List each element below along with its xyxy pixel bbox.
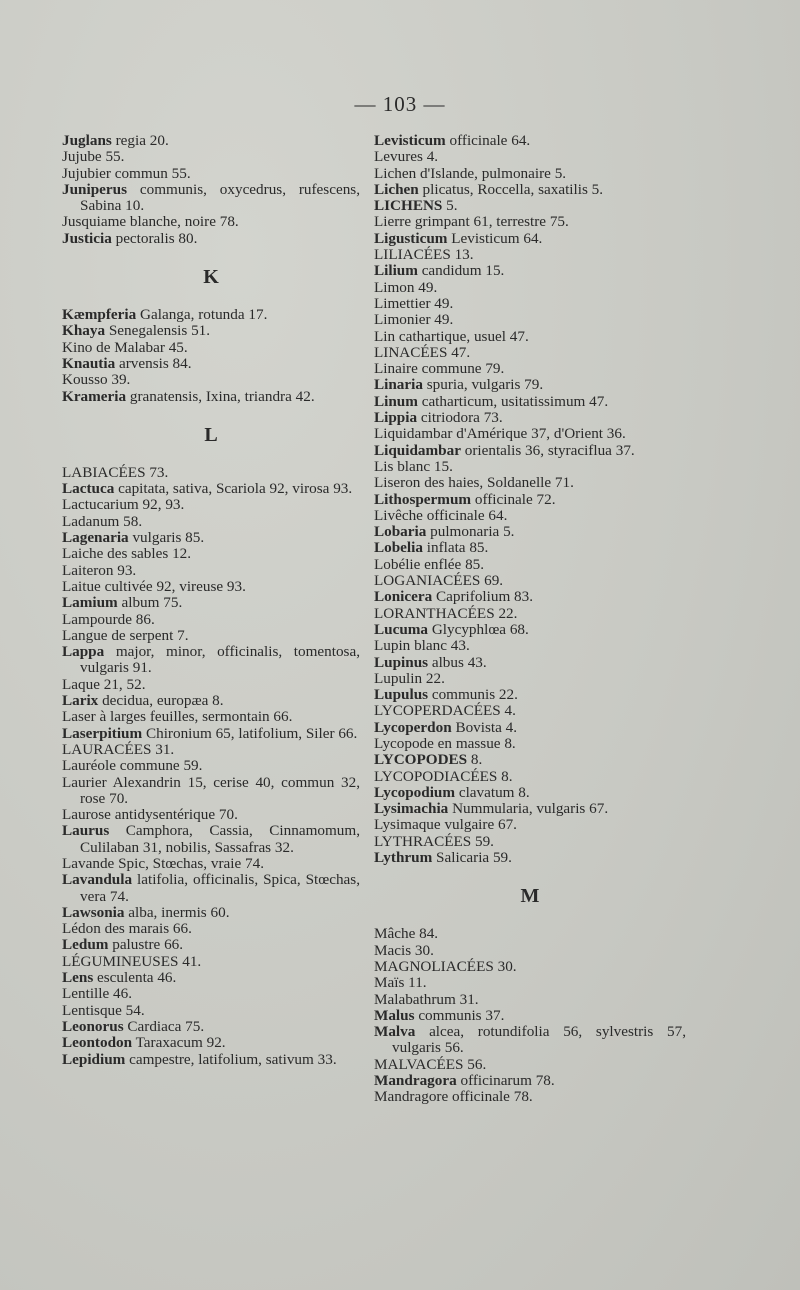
index-entry bbox=[374, 410, 686, 426]
index-entry bbox=[374, 606, 686, 622]
entry-term: Lupulus bbox=[374, 686, 429, 704]
entry-text: Lupin blanc 43. bbox=[374, 637, 470, 655]
entry-text: LINACÉES 47. bbox=[374, 343, 471, 361]
entry-term: Lycopodium bbox=[374, 783, 456, 801]
entry-text: Limon 49. bbox=[374, 278, 438, 296]
entry-term: Larix bbox=[62, 692, 99, 710]
entry-term: Ligusticum bbox=[374, 229, 448, 247]
index-entry bbox=[62, 856, 360, 872]
entry-term: Lobelia bbox=[374, 539, 423, 557]
index-entry bbox=[62, 775, 360, 808]
index-entry bbox=[374, 817, 686, 833]
entry-text: Maïs 11. bbox=[374, 974, 427, 992]
entry-term: Lobaria bbox=[374, 523, 427, 541]
entry-text: Lichen d'Islande, pulmonaire 5. bbox=[374, 164, 567, 182]
entry-term: Liquidambar bbox=[374, 441, 461, 459]
index-entry bbox=[374, 166, 686, 182]
index-entry bbox=[62, 1052, 360, 1068]
index-entry bbox=[374, 992, 686, 1008]
index-entry bbox=[62, 709, 360, 725]
index-entry bbox=[374, 426, 686, 442]
entry-text: officinale 72. bbox=[471, 490, 556, 508]
entry-term: Lycoperdon bbox=[374, 718, 452, 736]
index-entry bbox=[374, 687, 686, 703]
index-entry bbox=[62, 677, 360, 693]
index-entry bbox=[374, 850, 686, 866]
index-entry bbox=[374, 671, 686, 687]
index-entry bbox=[62, 595, 360, 611]
entry-text: Lycopode en massue 8. bbox=[374, 734, 516, 752]
index-entry bbox=[374, 459, 686, 475]
index-entry bbox=[62, 546, 360, 562]
entry-text: alcea, rotundifolia 56, sylvestris 57, vulgaris 56. bbox=[392, 1023, 686, 1057]
entry-text: Laurier Alexandrin 15, cerise 40, commun 32, rose 70. bbox=[62, 773, 360, 807]
entry-text: LYCOPODIACÉES 8. bbox=[374, 767, 513, 785]
index-entry bbox=[374, 622, 686, 638]
index-entry bbox=[62, 563, 360, 579]
entry-text: latifolia, officinalis, Spica, Stœchas, vera 74. bbox=[80, 871, 360, 905]
entry-text: Livêche officinale 64. bbox=[374, 506, 508, 524]
index-entry bbox=[62, 530, 360, 546]
entry-text: Lentille 46. bbox=[62, 985, 133, 1003]
entry-text: LAURACÉES 31. bbox=[62, 740, 175, 758]
index-entry bbox=[374, 720, 686, 736]
index-entry bbox=[374, 638, 686, 654]
index-entry bbox=[374, 926, 686, 942]
index-entry bbox=[374, 312, 686, 328]
entry-text: LYTHRACÉES 59. bbox=[374, 832, 494, 850]
entry-term: Lythrum bbox=[374, 849, 433, 867]
index-entry bbox=[374, 959, 686, 975]
entry-term: Lichen bbox=[374, 180, 419, 198]
index-entry bbox=[62, 307, 360, 323]
entry-text: Jujube 55. bbox=[62, 148, 125, 166]
index-entry bbox=[62, 579, 360, 595]
entry-term: Laurus bbox=[62, 822, 110, 840]
entry-text: Ladanum 58. bbox=[62, 512, 143, 530]
entry-text: pulmonaria 5. bbox=[426, 523, 515, 541]
entry-term: Malus bbox=[374, 1006, 415, 1024]
entry-term: Krameria bbox=[62, 387, 127, 405]
index-entry bbox=[62, 742, 360, 758]
entry-text: album 75. bbox=[117, 594, 183, 612]
entry-term: Lagenaria bbox=[62, 529, 129, 547]
index-entry bbox=[374, 769, 686, 785]
entry-term: Mandragora bbox=[374, 1072, 457, 1090]
entry-text: Limonier 49. bbox=[374, 311, 454, 329]
index-entry bbox=[62, 872, 360, 905]
entry-term: Lepidium bbox=[62, 1050, 126, 1068]
entry-term: Levisticum bbox=[374, 132, 446, 149]
entry-term: Lens bbox=[62, 969, 94, 987]
entry-term: Juniperus bbox=[62, 180, 127, 198]
entry-text: decidua, europæa 8. bbox=[98, 692, 224, 710]
index-entry bbox=[374, 443, 686, 459]
index-entry bbox=[374, 540, 686, 556]
index-entry bbox=[374, 752, 686, 768]
entry-text: Laitue cultivée 92, vireuse 93. bbox=[62, 577, 246, 595]
entry-term: LYCOPODES bbox=[374, 751, 468, 769]
index-entry bbox=[374, 133, 686, 149]
entry-term: Lucuma bbox=[374, 620, 429, 638]
index-entry bbox=[374, 1008, 686, 1024]
index-entry bbox=[374, 1089, 686, 1105]
entry-text: Lierre grimpant 61, terrestre 75. bbox=[374, 213, 569, 231]
entry-text: Chironium 65, latifolium, Siler 66. bbox=[142, 724, 358, 742]
index-entry bbox=[62, 726, 360, 742]
index-entry bbox=[374, 1024, 686, 1057]
entry-term: Leonorus bbox=[62, 1017, 124, 1035]
entry-text: Levisticum 64. bbox=[447, 229, 543, 247]
entry-term: LICHENS bbox=[374, 197, 443, 215]
entry-text: Glycyphlœa 68. bbox=[428, 620, 529, 638]
index-entry bbox=[62, 182, 360, 215]
entry-text: LABIACÉES 73. bbox=[62, 463, 169, 481]
entry-term: Leontodon bbox=[62, 1034, 133, 1052]
index-entry bbox=[62, 612, 360, 628]
index-entry bbox=[374, 182, 686, 198]
entry-term: Ledum bbox=[62, 936, 109, 954]
entry-text: Nummularia, vulgaris 67. bbox=[448, 800, 609, 818]
entry-text: communis 22. bbox=[428, 686, 518, 704]
entry-text: esculenta 46. bbox=[93, 969, 177, 987]
index-entry bbox=[62, 1019, 360, 1035]
index-entry bbox=[374, 247, 686, 263]
entry-text: Senegalensis 51. bbox=[105, 322, 211, 340]
index-entry bbox=[62, 214, 360, 230]
entry-text: vulgaris 85. bbox=[128, 529, 205, 547]
entry-text: Laiteron 93. bbox=[62, 561, 137, 579]
entry-text: granatensis, Ixina, triandra 42. bbox=[126, 387, 315, 405]
entry-term: Khaya bbox=[62, 322, 106, 340]
entry-text: Kino de Malabar 45. bbox=[62, 338, 188, 356]
entry-text: LYCOPERDACÉES 4. bbox=[374, 702, 516, 720]
entry-text: Lédon des marais 66. bbox=[62, 920, 192, 938]
index-entry bbox=[62, 133, 360, 149]
entry-text: inflata 85. bbox=[422, 539, 489, 557]
index-entry bbox=[62, 921, 360, 937]
entry-text: Macis 30. bbox=[374, 941, 434, 959]
entry-text: Lactucarium 92, 93. bbox=[62, 496, 185, 514]
entry-text: catharticum, usitatissimum 47. bbox=[417, 392, 609, 410]
entry-text: palustre 66. bbox=[108, 936, 184, 954]
entry-text: pectoralis 80. bbox=[111, 229, 198, 247]
entry-text: Jusquiame blanche, noire 78. bbox=[62, 213, 239, 231]
entry-text: Lin cathartique, usuel 47. bbox=[374, 327, 529, 345]
entry-term: Lupinus bbox=[374, 653, 429, 671]
entry-text: Taraxacum 92. bbox=[132, 1034, 226, 1052]
index-entry bbox=[62, 389, 360, 405]
index-entry bbox=[374, 231, 686, 247]
entry-term: Linum bbox=[374, 392, 418, 410]
entry-text: officinarum 78. bbox=[456, 1072, 555, 1090]
index-entry bbox=[62, 481, 360, 497]
entry-term: Lavandula bbox=[62, 871, 133, 889]
index-entry bbox=[62, 905, 360, 921]
index-entry bbox=[374, 377, 686, 393]
index-entry bbox=[62, 954, 360, 970]
entry-text: Laser à larges feuilles, sermontain 66. bbox=[62, 708, 293, 726]
index-entry bbox=[374, 703, 686, 719]
entry-term: Lactuca bbox=[62, 480, 115, 498]
entry-term: Linaria bbox=[374, 376, 423, 394]
entry-text: Lis blanc 15. bbox=[374, 457, 453, 475]
index-entry bbox=[62, 372, 360, 388]
index-entry bbox=[374, 589, 686, 605]
index-entry bbox=[374, 1057, 686, 1073]
entry-text: citriodora 73. bbox=[417, 409, 503, 427]
right-column bbox=[374, 133, 686, 1106]
entry-text: Mâche 84. bbox=[374, 925, 439, 943]
entry-text: clavatum 8. bbox=[455, 783, 530, 801]
entry-text: regia 20. bbox=[111, 132, 169, 149]
index-entry bbox=[374, 361, 686, 377]
entry-text: 8. bbox=[467, 751, 483, 769]
index-entry bbox=[62, 937, 360, 953]
index-entry bbox=[374, 785, 686, 801]
index-entry bbox=[62, 807, 360, 823]
entry-term: Kæmpferia bbox=[62, 306, 137, 324]
entry-text: Laiche des sables 12. bbox=[62, 545, 192, 563]
entry-text: arvensis 84. bbox=[115, 354, 192, 372]
index-entry bbox=[374, 296, 686, 312]
entry-text: Linaire commune 79. bbox=[374, 360, 505, 378]
entry-text: campestre, latifolium, sativum 33. bbox=[125, 1050, 337, 1068]
index-entry bbox=[374, 736, 686, 752]
entry-term: Lamium bbox=[62, 594, 118, 612]
entry-text: LILIACÉES 13. bbox=[374, 246, 474, 264]
index-entry bbox=[374, 1073, 686, 1089]
entry-text: Liseron des haies, Soldanelle 71. bbox=[374, 474, 574, 492]
entry-text: Langue de serpent 7. bbox=[62, 626, 189, 644]
entry-text: Laurose antidysentérique 70. bbox=[62, 806, 238, 824]
index-entry bbox=[62, 1035, 360, 1051]
index-entry bbox=[62, 356, 360, 372]
index-entry bbox=[62, 758, 360, 774]
entry-text: major, minor, officinalis, tomentosa, vulgaris 91. bbox=[80, 643, 360, 677]
index-entry bbox=[62, 986, 360, 1002]
index-entry bbox=[62, 465, 360, 481]
entry-text: communis, oxycedrus, rufescens, Sabina 10. bbox=[80, 180, 360, 215]
entry-term: Malva bbox=[374, 1023, 416, 1041]
index-entry bbox=[374, 394, 686, 410]
index-entry bbox=[374, 263, 686, 279]
entry-text: LORANTHACÉES 22. bbox=[374, 604, 518, 622]
section-letter: L bbox=[204, 423, 218, 446]
entry-text: orientalis 36, styraciflua 37. bbox=[460, 441, 635, 459]
entry-text: communis 37. bbox=[414, 1006, 505, 1024]
entry-term: Lawsonia bbox=[62, 903, 125, 921]
entry-term: Lysimachia bbox=[374, 800, 449, 818]
entry-text: Lobélie enflée 85. bbox=[374, 555, 485, 573]
entry-term: Justicia bbox=[62, 229, 112, 247]
entry-text: capitata, sativa, Scariola 92, virosa 93. bbox=[114, 480, 353, 498]
entry-text: Levures 4. bbox=[374, 148, 439, 166]
entry-text: Kousso 39. bbox=[62, 371, 131, 389]
index-entry bbox=[374, 345, 686, 361]
entry-term: Lithospermum bbox=[374, 490, 472, 508]
section-letter: K bbox=[203, 266, 219, 289]
entry-text: albus 43. bbox=[428, 653, 487, 671]
entry-text: LOGANIACÉES 69. bbox=[374, 572, 504, 590]
index-entry bbox=[62, 693, 360, 709]
entry-text: Malabathrum 31. bbox=[374, 990, 479, 1008]
index-entry bbox=[62, 497, 360, 513]
index-entry bbox=[374, 214, 686, 230]
entry-text: Lentisque 54. bbox=[62, 1001, 145, 1019]
entry-text: Limettier 49. bbox=[374, 294, 454, 312]
index-entry bbox=[62, 644, 360, 677]
entry-term: Lonicera bbox=[374, 588, 433, 606]
index-entry bbox=[62, 323, 360, 339]
entry-text: Lampourde 86. bbox=[62, 610, 155, 628]
index-entry bbox=[374, 573, 686, 589]
entry-text: Galanga, rotunda 17. bbox=[136, 306, 268, 324]
entry-term: Knautia bbox=[62, 354, 116, 372]
entry-text: Salicaria 59. bbox=[432, 849, 512, 867]
index-entry bbox=[62, 823, 360, 856]
index-entry bbox=[62, 166, 360, 182]
entry-text: spuria, vulgaris 79. bbox=[422, 376, 544, 394]
entry-text: Lavande Spic, Stœchas, vraie 74. bbox=[62, 854, 265, 872]
index-entry bbox=[62, 628, 360, 644]
index-entry bbox=[62, 340, 360, 356]
entry-text: Jujubier commun 55. bbox=[62, 164, 191, 182]
entry-text: candidum 15. bbox=[417, 262, 505, 280]
index-entry bbox=[62, 970, 360, 986]
entry-text: officinale 64. bbox=[445, 132, 531, 149]
index-entry bbox=[374, 149, 686, 165]
entry-text: Bovista 4. bbox=[451, 718, 518, 736]
entry-term: Lippia bbox=[374, 409, 418, 427]
page-number: — 103 — bbox=[354, 92, 446, 116]
entry-text: MALVACÉES 56. bbox=[374, 1055, 487, 1073]
index-entry bbox=[374, 524, 686, 540]
index-entry bbox=[374, 280, 686, 296]
index-entry bbox=[62, 514, 360, 530]
entry-text: Camphora, Cassia, Cinnamomum, Culilaban 31, nobilis, Sassafras 32. bbox=[80, 822, 360, 856]
entry-text: MAGNOLIACÉES 30. bbox=[374, 957, 517, 975]
entry-text: Liquidambar d'Amérique 37, d'Orient 36. bbox=[374, 425, 626, 443]
index-entry bbox=[374, 655, 686, 671]
index-entry bbox=[374, 329, 686, 345]
entry-text: Lauréole commune 59. bbox=[62, 757, 203, 775]
entry-text: 5. bbox=[442, 197, 458, 215]
index-entry bbox=[374, 508, 686, 524]
index-entry bbox=[374, 198, 686, 214]
entry-text: Mandragore officinale 78. bbox=[374, 1088, 533, 1106]
entry-text: Cardiaca 75. bbox=[123, 1017, 205, 1035]
index-entry bbox=[374, 475, 686, 491]
index-entry bbox=[374, 492, 686, 508]
index-entry bbox=[62, 1003, 360, 1019]
entry-text: Lupulin 22. bbox=[374, 669, 445, 687]
left-column bbox=[62, 133, 360, 1068]
entry-term: Juglans bbox=[62, 132, 112, 149]
index-entry bbox=[374, 975, 686, 991]
index-entry bbox=[62, 231, 360, 247]
entry-term: Lilium bbox=[374, 262, 418, 280]
entry-text: Caprifolium 83. bbox=[432, 588, 534, 606]
section-letter: M bbox=[520, 885, 540, 908]
index-entry bbox=[374, 557, 686, 573]
entry-text: alba, inermis 60. bbox=[124, 903, 230, 921]
entry-text: plicatus, Roccella, saxatilis 5. bbox=[418, 180, 604, 198]
entry-term: Lappa bbox=[62, 643, 105, 661]
entry-text: LÉGUMINEUSES 41. bbox=[62, 952, 202, 970]
index-entry bbox=[374, 834, 686, 850]
entry-term: Laserpitium bbox=[62, 724, 143, 742]
index-entry bbox=[374, 943, 686, 959]
index-entry bbox=[62, 149, 360, 165]
entry-text: Lysimaque vulgaire 67. bbox=[374, 816, 517, 834]
entry-text: Laque 21, 52. bbox=[62, 675, 146, 693]
index-entry bbox=[374, 801, 686, 817]
